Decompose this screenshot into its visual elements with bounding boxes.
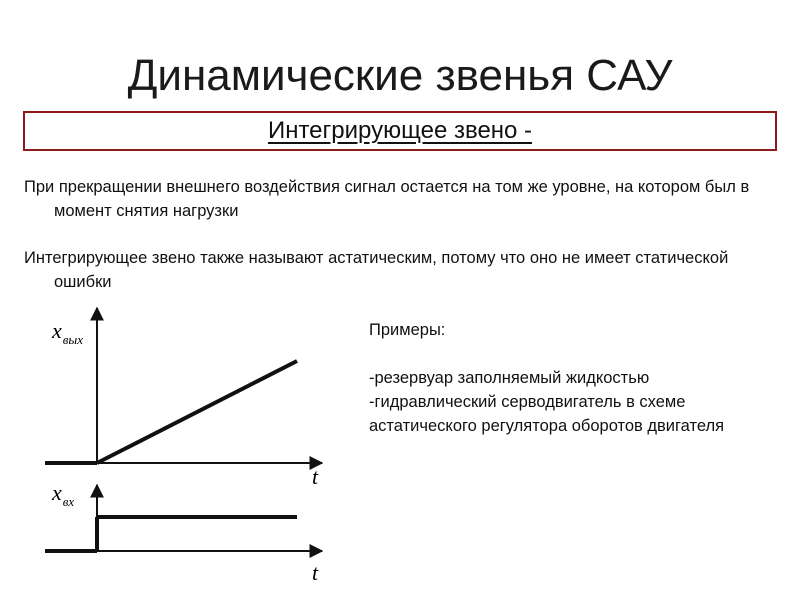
input-x-label: t [312,560,319,585]
example-item-reservoir: -резервуар заполняемый жидкостью [369,369,650,387]
output-x-label: t [312,464,319,489]
output-graph [45,308,322,489]
output-y-label: $x_{вых}$ [52,318,83,347]
paragraph-astatic: Интегрирующее звено также называют астатическим, потому что оно не имеет статической ошибки [24,249,729,291]
subtitle-text: Интегрирующее звено - [267,117,533,144]
slide-title: Динамические звенья САУ [127,51,673,100]
example-item-servomotor: -гидравлический серводвигатель в схеме астатического регулятора оборотов двигателя [369,393,725,435]
input-graph [45,480,322,585]
paragraph-integration-behavior: При прекращении внешнего воздействия сигнал остается на том же уровне, на котором был в момент снятия нагрузки [24,178,750,220]
output-ramp-line [97,361,297,463]
input-y-label: $x_{вх}$ [52,480,75,509]
examples-heading: Примеры: [369,321,446,339]
